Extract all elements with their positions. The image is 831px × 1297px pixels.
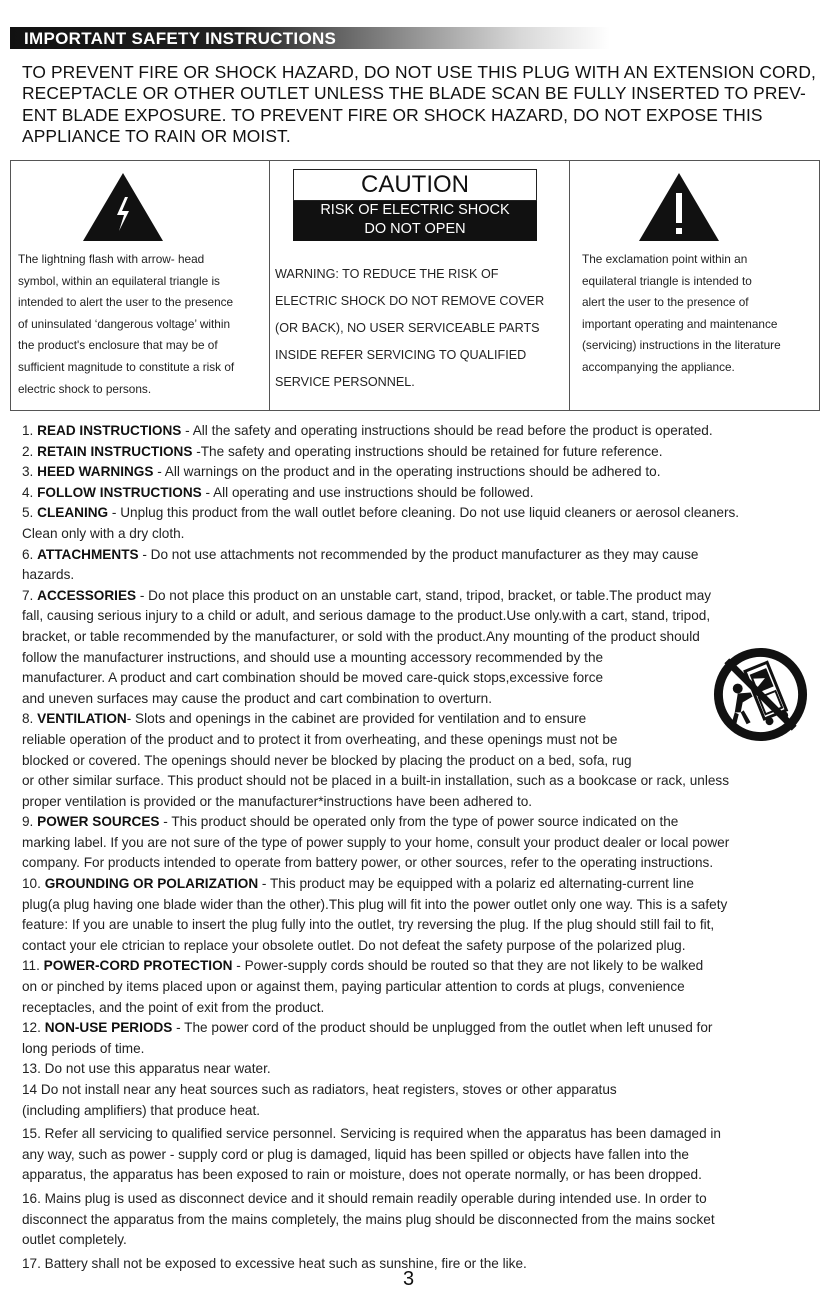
risk-line: RISK OF ELECTRIC SHOCK	[320, 202, 510, 218]
caution-box	[10, 160, 820, 411]
instruction-number: 11.	[22, 958, 40, 974]
instruction-line	[22, 709, 828, 730]
instruction-keyword: GROUNDING OR POLARIZATION	[44, 876, 259, 892]
lightning-explanation	[18, 249, 234, 400]
instruction-line	[22, 586, 828, 607]
instruction-item	[22, 421, 828, 442]
instruction-line: receptacles, and the point of exit from the product.	[22, 999, 325, 1015]
text-line: electric shock to persons.	[18, 381, 152, 396]
instruction-text: - Do not place this product on an unstable cart, stand, tripod, bracket, or table.The product may	[136, 587, 712, 603]
instruction-text: - All warnings on the product and in the operating instructions should be adhered to.	[153, 464, 661, 480]
instruction-line	[22, 1018, 828, 1039]
instruction-keyword: FOLLOW INSTRUCTIONS	[37, 484, 202, 500]
instruction-item	[22, 1080, 828, 1124]
instruction-item	[22, 874, 828, 956]
instruction-line	[22, 462, 828, 483]
instruction-line: marking label. If you are not sure of the type of power supply to your home, consult your product dealer or local power	[22, 834, 730, 850]
text-line: (OR BACK), NO USER SERVICEABLE PARTS	[275, 321, 540, 335]
instruction-line	[22, 1059, 828, 1080]
instruction-line: manufacturer. A product and cart combination should be moved care-quick stops,excessive force	[22, 670, 604, 686]
text-line: of uninsulated ‘dangerous voltage’ within	[18, 316, 231, 331]
instruction-line: on or pinched by items placed upon or against them, paying particular attention to cords at plugs, convenience	[22, 979, 685, 995]
instruction-line	[22, 545, 828, 566]
text-line: equilateral triangle is intended to	[582, 273, 752, 288]
column-divider	[569, 161, 570, 410]
text-line: WARNING: TO REDUCE THE RISK OF	[275, 267, 499, 281]
instruction-line: outlet completely.	[22, 1232, 127, 1248]
instruction-number: 6.	[22, 546, 34, 562]
caution-label: CAUTION	[293, 169, 537, 201]
text-line: intended to alert the user to the presence	[18, 295, 234, 310]
instruction-line: company. For products intended to operate from battery power, or other sources, refer to the operating instructions.	[22, 855, 714, 871]
instruction-item	[22, 483, 828, 504]
warning-line: TO PREVENT FIRE OR SHOCK HAZARD, DO NOT USE THIS PLUG WITH AN EXTENSION CORD,	[22, 62, 816, 82]
instruction-line	[22, 874, 828, 895]
instruction-item	[22, 1189, 828, 1254]
instruction-line	[22, 812, 828, 833]
instruction-number: 15.	[22, 1126, 41, 1142]
instruction-text: - Unplug this product from the wall outlet before cleaning. Do not use liquid cleaners or aerosol cleaners.	[108, 505, 740, 521]
instruction-keyword: HEED WARNINGS	[37, 464, 154, 480]
instruction-line	[22, 503, 828, 524]
instruction-number: 9.	[22, 814, 34, 830]
text-line: important operating and maintenance	[582, 316, 778, 331]
instruction-keyword: CLEANING	[37, 505, 109, 521]
warning-cover-text	[275, 261, 544, 396]
instruction-item	[22, 442, 828, 463]
text-line: ELECTRIC SHOCK DO NOT REMOVE COVER	[275, 294, 545, 308]
instruction-item	[22, 1059, 828, 1080]
instruction-keyword: ACCESSORIES	[37, 587, 137, 603]
text-line: symbol, within an equilateral triangle is	[18, 273, 220, 288]
instruction-text: - The power cord of the product should be unplugged from the outlet when left unused for	[172, 1020, 713, 1036]
instruction-line: feature: If you are unable to insert the plug fully into the outlet, try reversing the plug. If the plug should still fail to fit,	[22, 917, 715, 933]
instruction-number: 5.	[22, 505, 34, 521]
instruction-number: 17.	[22, 1255, 41, 1271]
text-line: The exclamation point within an	[582, 252, 748, 266]
instruction-number: 1.	[22, 423, 34, 438]
instruction-number: 4.	[22, 484, 34, 500]
text-line: alert the user to the presence of	[582, 295, 749, 310]
warning-line: RECEPTACLE OR OTHER OUTLET UNLESS THE BLADE SCAN BE FULLY INSERTED TO PREV-	[22, 83, 806, 104]
instruction-line: Clean only with a dry cloth.	[22, 525, 185, 541]
text-line: accompanying the appliance.	[582, 359, 735, 374]
instruction-text: - All operating and use instructions should be followed.	[201, 484, 534, 500]
instruction-item	[22, 1124, 828, 1189]
instruction-text: Refer all servicing to qualified service personnel. Servicing is required when the apparatus has been damaged in	[40, 1126, 721, 1142]
instruction-item	[22, 503, 828, 544]
instruction-line: follow the manufacturer instructions, and should use a mounting accessory recommended by the	[22, 649, 604, 665]
instruction-line	[22, 1080, 828, 1101]
instruction-text: - Power-supply cords should be routed so that they are not likely to be walked	[232, 958, 704, 974]
instruction-number: 7.	[22, 587, 34, 603]
instruction-text: Battery shall not be exposed to excessive heat such as sunshine, fire or the like.	[40, 1255, 527, 1271]
instruction-number: 16.	[22, 1190, 41, 1206]
instruction-item	[22, 545, 828, 586]
section-title: IMPORTANT SAFETY INSTRUCTIONS	[24, 29, 337, 48]
instruction-text: -The safety and operating instructions should be retained for future reference.	[192, 443, 663, 459]
instruction-item	[22, 709, 828, 812]
instruction-line	[22, 1124, 828, 1145]
instruction-line: fall, causing serious injury to a child or adult, and serious damage to the product.Use only.with a cart, stand, tripod,	[22, 608, 711, 624]
exclamation-explanation	[582, 249, 781, 379]
instruction-number: 8.	[22, 711, 34, 727]
instruction-line: and uneven surfaces may cause the product and cart combination to overturn.	[22, 690, 493, 706]
instruction-text: Mains plug is used as disconnect device and it should remain readily operable during intended use. In order to	[40, 1190, 707, 1206]
warning-line: ENT BLADE EXPOSURE. TO PREVENT FIRE OR SHOCK HAZARD, DO NOT EXPOSE THIS	[22, 104, 763, 125]
instruction-line	[22, 442, 828, 463]
instruction-line: any way, such as power - supply cord or plug is damaged, liquid has been spilled or objects have fallen into the	[22, 1146, 689, 1162]
instruction-text: Do not install near any heat sources such as radiators, heat registers, stoves or other apparatus	[37, 1082, 617, 1097]
instruction-item	[22, 812, 828, 874]
instruction-keyword: READ INSTRUCTIONS	[37, 423, 182, 438]
instruction-line: plug(a plug having one blade wider than the other).This plug will fit into the power outlet only one way. This is a safety	[22, 896, 728, 912]
instruction-line	[22, 1189, 828, 1210]
instruction-line: contact your ele ctrician to replace your obsolete outlet. Do not defeat the safety purpose of the polarized plug.	[22, 937, 686, 953]
instruction-number: 13.	[22, 1061, 41, 1077]
text-line: SERVICE PERSONNEL.	[275, 375, 415, 389]
instruction-keyword: NON-USE PERIODS	[44, 1020, 173, 1036]
instruction-line: apparatus, the apparatus has been exposed to rain or moisture, does not operate normally, or has been dropped.	[22, 1167, 702, 1183]
exclamation-triangle-icon	[637, 171, 721, 243]
instruction-keyword: ATTACHMENTS	[37, 546, 139, 562]
text-line: INSIDE REFER SERVICING TO QUALIFIED	[275, 348, 527, 362]
instruction-line: bracket, or table recommended by the manufacturer, or sold with the product.Any mounting of the product should	[22, 628, 700, 644]
instruction-number: 3.	[22, 464, 34, 480]
instruction-line: disconnect the apparatus from the mains completely, the mains plug should be disconnected from the mains socket	[22, 1211, 715, 1227]
instruction-keyword: VENTILATION	[37, 711, 127, 727]
instruction-text: - All the safety and operating instructions should be read before the product is operated.	[181, 423, 713, 438]
text-line: sufficient magnitude to constitute a risk of	[18, 359, 235, 374]
instruction-item	[22, 462, 828, 483]
text-line: (servicing) instructions in the literature	[582, 338, 781, 353]
section-header-bar	[10, 27, 610, 49]
instruction-item	[22, 956, 828, 1018]
instruction-line: reliable operation of the product and to protect it from overheating, and these openings must not be	[22, 731, 618, 747]
risk-label	[293, 201, 537, 241]
instruction-number: 14	[22, 1082, 38, 1097]
instruction-item	[22, 1018, 828, 1059]
instruction-number: 2.	[22, 443, 34, 459]
instruction-text: Do not use this apparatus near water.	[40, 1061, 271, 1077]
lightning-triangle-icon	[81, 171, 165, 243]
hazard-warning	[22, 62, 822, 148]
cart-tipover-warning-icon	[711, 645, 810, 744]
instruction-line	[22, 1254, 828, 1275]
instruction-item	[22, 1254, 828, 1278]
instruction-number: 10.	[22, 876, 41, 892]
text-line: the product's enclosure that may be of	[18, 338, 218, 353]
risk-line: DO NOT OPEN	[364, 221, 466, 237]
instruction-list	[22, 421, 828, 1277]
instruction-text: - Do not use attachments not recommended by the product manufacturer as they may cause	[138, 546, 699, 562]
instruction-number: 12.	[22, 1020, 41, 1036]
instruction-line	[22, 483, 828, 504]
instruction-text: - Slots and openings in the cabinet are provided for ventilation and to ensure	[126, 711, 587, 727]
instruction-line	[22, 956, 828, 977]
instruction-line: proper ventilation is provided or the manufacturer*instructions have been adhered to.	[22, 793, 533, 809]
page-number: 3	[403, 1268, 415, 1290]
instruction-text: - This product should be operated only from the type of power source indicated on the	[159, 814, 679, 830]
instruction-item	[22, 586, 828, 710]
instruction-line: (including amplifiers) that produce heat.	[22, 1102, 261, 1118]
instruction-keyword: POWER-CORD PROTECTION	[43, 958, 233, 974]
instruction-line: hazards.	[22, 567, 75, 583]
instruction-text: - This product may be equipped with a polariz ed alternating-current line	[258, 876, 694, 892]
instruction-keyword: RETAIN INSTRUCTIONS	[37, 443, 193, 459]
warning-line: APPLIANCE TO RAIN OR MOIST.	[22, 126, 291, 147]
instruction-line: or other similar surface. This product should not be placed in a built-in installation, such as a bookcase or rack, unless	[22, 773, 729, 789]
instruction-line	[22, 421, 828, 442]
text-line: The lightning flash with arrow- head	[18, 252, 205, 266]
column-divider	[269, 161, 270, 410]
instruction-line: blocked or covered. The openings should never be blocked by placing the product on a bed, sofa, rug	[22, 752, 632, 768]
instruction-line: long periods of time.	[22, 1040, 145, 1056]
instruction-keyword: POWER SOURCES	[37, 814, 160, 830]
